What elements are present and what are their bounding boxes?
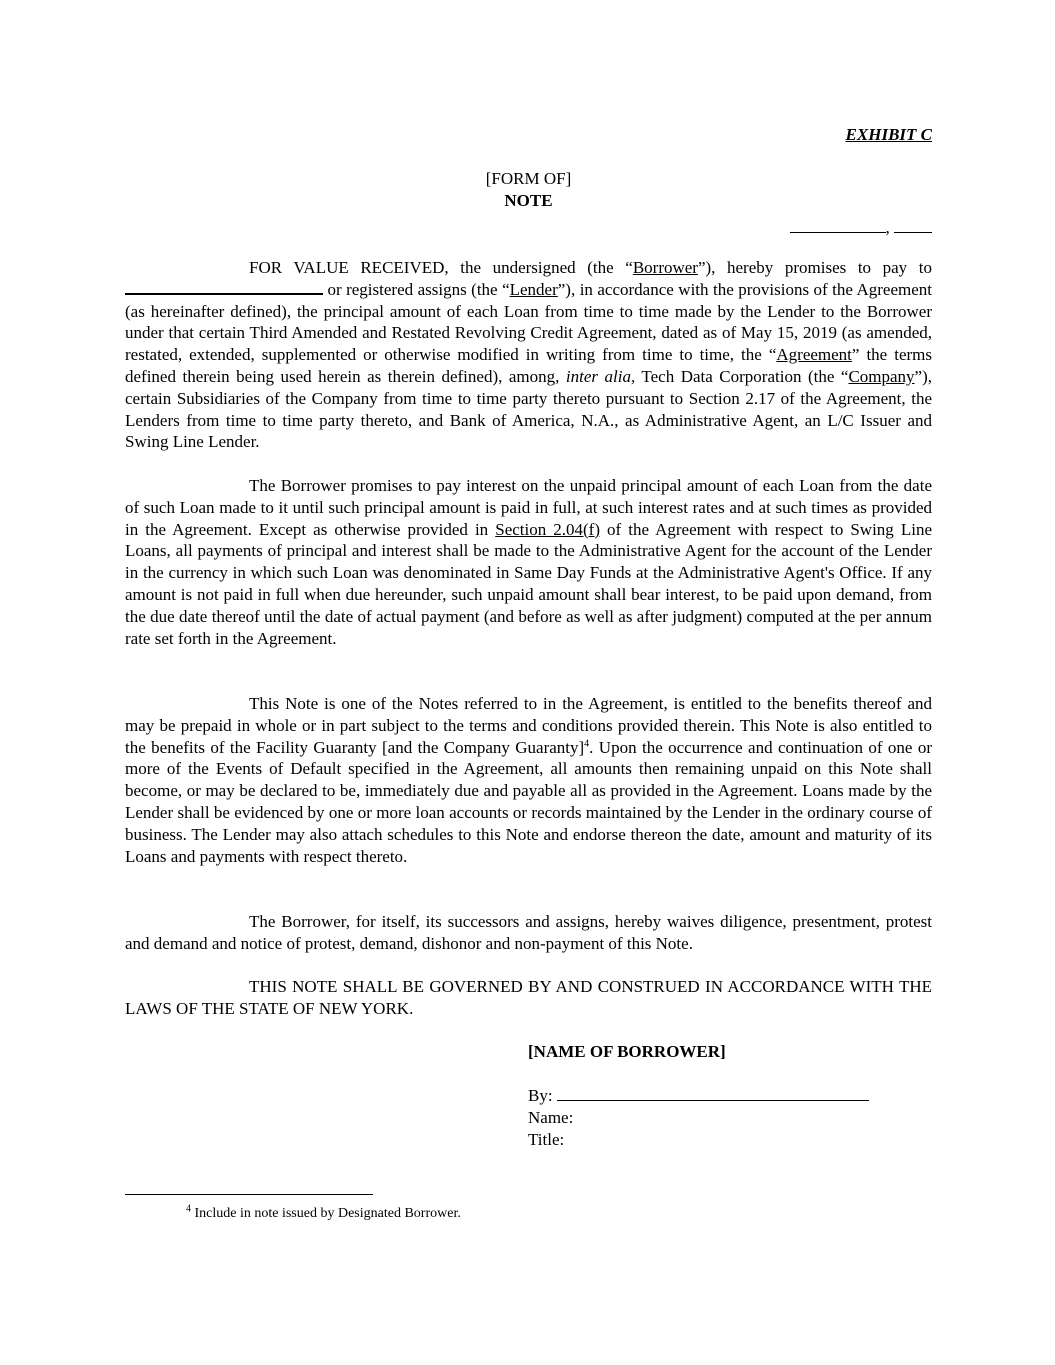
defined-term-agreement: Agreement [776, 345, 852, 365]
text-run: This Note is one of the Notes referred to in the Agreement, is entitled to the benefits thereof and may be prepaid in whole or in part subject to the terms and conditions provided therein. This Note is also entitled to the benefits of the Facility Guaranty [and the Company Guaranty] [125, 694, 932, 757]
document-title: NOTE [504, 191, 553, 210]
text-run: of the Agreement with respect to Swing Line Loans, all payments of principal and interest shall be made to the Administrative Agent for the account of the Lender in the currency in which such Loan was denominated in Same Day Funds at the Administrative Agent's Office. If any amount is not paid in full when due hereunder, such unpaid amount shall bear interest, to be paid upon demand, from the due date thereof until the date of actual payment (and before as well as after judgment) computed at the per annum rate set forth in the Agreement. [125, 519, 932, 648]
borrower-name-placeholder: [NAME OF BORROWER] [528, 1042, 726, 1061]
year-blank [894, 218, 932, 233]
form-of-label: [FORM OF] [485, 169, 572, 188]
text-run: ”), hereby promises to pay to [697, 258, 932, 277]
signature-by-line [528, 1085, 869, 1107]
footnote-text: Include in note issued by Designated Borrower. [191, 1206, 461, 1221]
defined-term-lender: Lender [509, 279, 558, 299]
signature-blank [557, 1086, 869, 1101]
text-run: ”), certain Subsidiaries of the Company from time to time party thereto pursuant to Section 2.17 of the Agreement, the Lenders from time to time party thereto, and Bank of America, N.A., as Administrative Agent, an L/C Issuer and Swing Line Lender. [125, 366, 933, 452]
date-blank [790, 218, 886, 233]
paragraph-interest [125, 475, 932, 649]
section-reference: Section 2.04(f) [495, 519, 600, 539]
footnote-reference: 4 [584, 737, 590, 749]
by-label: By: [528, 1086, 557, 1105]
paragraph-governing-law [125, 976, 932, 1020]
paragraph-value-received [125, 257, 932, 453]
payee-blank [125, 279, 323, 295]
text-run: The Borrower promises to pay interest on the unpaid principal amount of each Loan from the date of such Loan made to it until such principal amount is paid in full, at such interest rates and at such times as provided in the Agreement. Except as otherwise provided in [125, 476, 932, 539]
text-run: The Borrower, for itself, its successors and assigns, hereby waives diligence, presentment, protest and demand and notice of protest, demand, dishonor and non-payment of this Note. [125, 912, 932, 953]
text-run: THIS NOTE SHALL BE GOVERNED BY AND CONSTRUED IN ACCORDANCE WITH THE LAWS OF THE STATE OF NEW YORK. [125, 977, 932, 1018]
text-run: or registered assigns (the “ [323, 279, 510, 299]
signature-name-label: Name: [528, 1108, 574, 1127]
defined-term-borrower: Borrower [632, 258, 698, 277]
paragraph-note-benefits [125, 693, 932, 867]
inter-alia: inter alia, [565, 366, 636, 386]
defined-term-company: Company [848, 366, 915, 386]
exhibit-label: EXHIBIT C [845, 125, 932, 144]
text-run: ” the terms defined therein being used herein as therein defined), among, [125, 345, 932, 386]
date-separator: , [885, 218, 890, 237]
footnote [186, 1205, 461, 1223]
footnote-separator [125, 1194, 373, 1195]
text-run: FOR VALUE RECEIVED, the undersigned (the “ [249, 258, 633, 277]
text-run: ”), in accordance with the provisions of the Agreement (as hereinafter defined), the principal amount of each Loan from time to time made by the Lender to the Borrower under that certain Third Amended and Restated Revolving Credit Agreement, dated as of May 15, 2019 (as amended, restated, extended, supplemented or otherwise modified in writing from time to time, the “ [125, 279, 932, 365]
date-line [0, 217, 932, 239]
footnote-number: 4 [186, 1203, 191, 1215]
text-run: . Upon the occurrence and continuation of one or more of the Events of Default specified in the Agreement, all amounts then remaining unpaid on this Note shall become, or may be declared to be, immediately due and payable all as provided in the Agreement. Loans made by the Lender shall be evidenced by one or more loan accounts or records maintained by the Lender in the ordinary course of business. The Lender may also attach schedules to this Note and endorse thereon the date, amount and maturity of its Loans and payments with respect thereto. [125, 737, 932, 866]
text-run: Tech Data Corporation (the “ [635, 366, 849, 386]
signature-title-label: Title: [528, 1130, 565, 1149]
paragraph-waiver [125, 911, 932, 955]
